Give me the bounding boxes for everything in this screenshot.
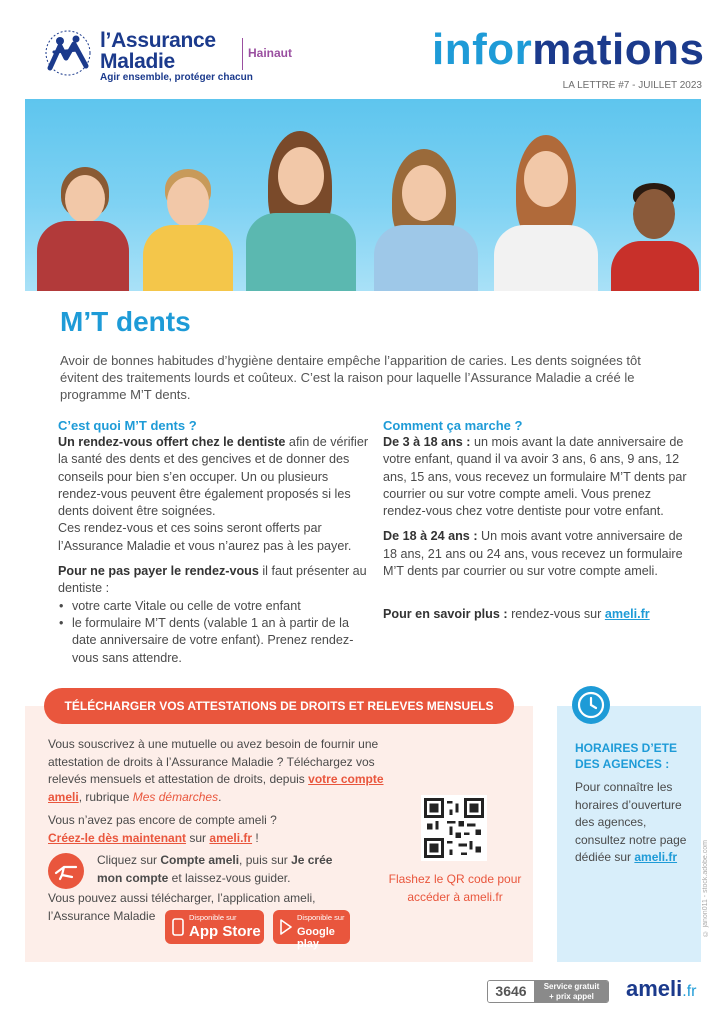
brand-divider [242,38,243,70]
download-banner: TÉLÉCHARGER VOS ATTESTATIONS DE DROITS ET RELEVES MENSUELS [44,688,514,724]
hours-text: Pour connaître les horaires d’ouverture des agences, consultez notre page dédiée sur ameli.fr [575,780,687,864]
girl-figure [370,131,480,291]
article-title: M’T dents [60,306,191,337]
brand-tagline: Agir ensemble, protéger chacun [100,72,253,83]
article-intro: Avoir de bonnes habitudes d’hygiène dentaire empêche l’apparition de caries. Les dents soignées tôt évitent des traitements lourds et coûteux. C’est la raison pour laquelle l’Assurance Maladie a créé le programme M’T dents. [60,353,641,402]
qr-code [421,795,487,861]
masthead-title [432,22,704,78]
play-icon [279,919,293,935]
issue-label: LA LETTRE #7 - JUILLET 2023 [562,80,702,91]
region-label: Hainaut [248,46,293,60]
assurance-maladie-logo [40,28,96,78]
hours-title: HORAIRES D’ETE DES AGENCES : [575,741,678,771]
left-paragraph-1: Un rendez-vous offert chez le dentiste afin de vérifier la santé des dents et des gencives et de donner des conseils pour bien s’en occuper. Un ou plusieurs rendez-vous peuvent être également proposés si les dents doivent être soignées. [58,435,369,519]
brand-line2: Maladie [100,50,175,73]
masthead-part1: infor [432,25,533,74]
right-paragraph-3: Pour en savoir plus : rendez-vous sur ameli.fr [383,607,650,622]
right-paragraph-1: De 3 à 18 ans : un mois avant la date anniversaire de votre enfant, quand il va avoir 3 ans, 6 ans, 9 ans, 12 ans, 15 ans, vous recevez un formulaire M’T dents par courrier ou sur votre compte ameli. Vous prenez rendez-vous chez votre dentiste pour votre enfant. [383,435,687,519]
photo-credit: © janon011 - stock.adobe.com [702,840,709,937]
download-paragraph-2: Vous n’avez pas encore de compte ameli ? Créez-le dès maintenant sur ameli.fr ! [48,813,277,845]
left-paragraph-2: Ces rendez-vous et ces soins seront offerts par l’Assurance Maladie et vous n’aurez pas à les payer. [58,521,352,553]
woman-figure [240,121,360,291]
brand-line1: l’Assurance [100,29,216,52]
brand-name [100,30,216,72]
right-column [383,418,693,624]
child-figure [135,151,235,291]
left-heading: C’est quoi M’T dents ? [58,418,197,433]
phone-number: 3646 [488,981,534,1002]
right-heading: Comment ça marche ? [383,418,523,433]
clock-icon [572,686,610,724]
google-play-button[interactable]: Disponible sur Google play [273,910,350,944]
list-item: • votre carte Vitale ou celle de votre enfant [58,598,370,615]
download-paragraph-1: Vous souscrivez à une mutuelle ou avez besoin de fournir une attestation de droits à l’Assurance Maladie ? Téléchargez vos relevés mensuels et attestation de droits, depuis votre compte ameli, rubrique Mes démarches. [48,737,384,804]
right-paragraph-2: De 18 à 24 ans : Un mois avant votre anniversaire de 18 ans, 21 ans ou 24 ans, vous recevez un formulaire M’T dents par courrier ou sur votre compte ameli. [383,529,683,579]
child-figure [31,141,131,291]
download-paragraph-3: Cliquez sur Compte ameli, puis sur Je crée mon compte et laissez-vous guider. [97,853,333,885]
download-paragraph-4: Vous pouvez aussi télécharger, l’application ameli, l’Assurance Maladie [48,891,316,923]
left-paragraph-3: Pour ne pas payer le rendez-vous il faut présenter au dentiste : [58,564,367,596]
click-hand-icon [48,853,84,889]
required-documents-list [58,598,370,667]
qr-caption: Flashez le QR code pour accéder à ameli.fr [388,872,522,904]
phone-icon [171,918,185,936]
create-account-link[interactable]: Créez-le dès maintenant [48,830,187,845]
woman-figure [490,121,600,291]
list-item: • le formulaire M’T dents (valable 1 an à partir de la date anniversaire de votre enfant). Prenez rendez-vous sans attendre. [58,615,370,667]
ameli-fr-link[interactable]: ameli.fr [209,830,253,845]
compte-ameli-link[interactable]: votre compte ameli [48,772,384,804]
phone-service-badge [487,980,609,1003]
hours-ameli-link[interactable]: ameli.fr [634,850,678,864]
boy-figure [605,181,701,291]
ameli-logo: ameli.fr [626,976,697,1001]
masthead-part2: mations [532,25,705,74]
phone-note: Service gratuit + prix appel [534,981,609,1002]
left-column [58,418,370,667]
banner-photo [25,99,701,291]
ameli-link[interactable]: ameli.fr [604,607,650,622]
app-store-button[interactable]: Disponible sur App Store [165,910,264,944]
